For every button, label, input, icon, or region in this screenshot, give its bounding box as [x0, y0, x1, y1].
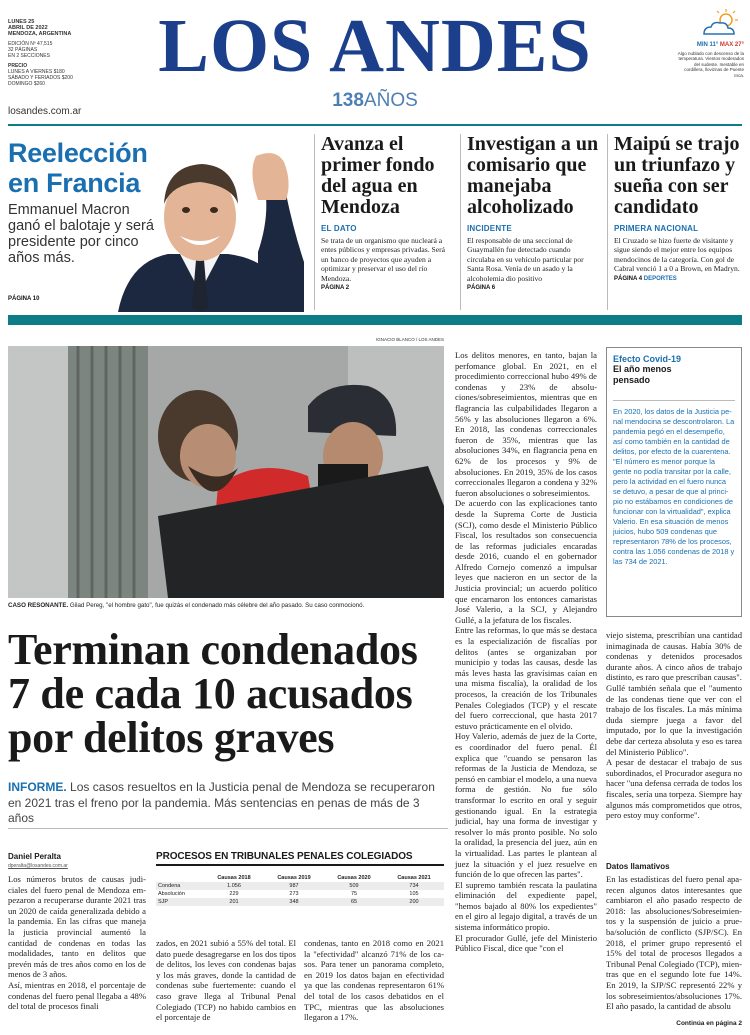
teaser-page-num: PÁGINA 4 [614, 275, 643, 282]
author-email[interactable]: dperalta@losandes.com.ar [8, 863, 68, 869]
table-header-cell: Causas 2018 [217, 875, 251, 881]
teaser-comisario[interactable] [467, 134, 600, 291]
teaser-water[interactable] [321, 134, 453, 291]
deck-kicker: INFORME. [8, 780, 67, 794]
teaser-page: PÁGINA 6 [467, 285, 496, 292]
meta-line: 32 PÁGINAS [8, 47, 38, 53]
photo-credit: IGNACIO BLANCO / LOS ANDES [375, 337, 444, 342]
teaser-body: Se trata de un organismo que nucleará a entes públicos y empresas privadas. Será un banco de proyectos que ayuden a optimizar y preservar el uso del río Mendoza. [321, 236, 445, 283]
weather-max: MAX 27° [719, 42, 744, 48]
table-cell: Absolución [158, 891, 185, 897]
teaser-page-section: DEPORTES [643, 275, 677, 282]
divider [460, 134, 461, 310]
table-header-cell: Causas 2021 [397, 875, 431, 881]
divider [314, 134, 315, 310]
weather-text: Algo nublado con descenso de la temperatura. Vientos moderados del sudeste. Inestable en cordillera, lloviznas de Puente Inca. [677, 51, 744, 78]
table-cell: 201 [229, 899, 239, 905]
teaser-body: El responsable de una seccional de Guaymallén fue detectado cuando circulaba en su vehículo particular por Santa Rosa. Venía de un asado y la alcoholemia dio positivo [467, 236, 584, 283]
body-col-4: Los delitos menores, en tanto, bajan la perfomance global. En 2021, en el procedimiento correccional hubo 49% de condenas y 23% de absoluciones/sobreseimientos, mientras que en flagrancia las culpabilidades llegaron a 56% y las absoluciones llegaron a 6%. En 2018, las condenas correccionales fueron de 35%, mientras que las absoluciones 34%, en flagrancia pena en 62% de los procesos y 9% de absoluciones. En 2019, 35% de los casos correccionales llegaron a condena y 32% fueron absoluciones o sobreseimientos. De acuerdo con las explicaciones tanto desde la Suprema Corte de Justicia (SCJ), como desde el Ministerio Público Fiscal, los resultados son consecuencia de las reformas judiciales encaradas desde 2016, cuando el en gobernador Alfredo Cornejo comenzó a impulsar leyes que nacieron en un sector de la Justicia provincial; un acuerdo político que encarnaron los entonces camaristas José Valerio, a la SCJ, y Alejandro Gullé, a la jefatura de los fiscales. Entre las reformas, lo que más se destaca es la especialización de fiscalías por delitos (antes se organizaban por municipio y todas las causas, desde las más leves hasta las gravísimas caían en una misma fiscalía), la oralidad de los procesos, la creación de los Tribunales Penales Colegiados (TCP) y el rescate del fuero correccional, que hasta 2017 estuvo prácticamente en el olvido. Hoy Valerio, además de juez de la Corte, es coordinador del fuero penal. Él explica que "cuando se pensaron las reformas de la Justicia de Mendoza, se pensó en cambiar el modelo, a una nueva forma de gestión. No fue sólo transformar lo escrito en oral y seguir gestionando igual. En la estrategia judicial, hay una forma de investigar y resolver lo más pronto posible. No solo la oralidad, la presencia del juez, aún en la virtualidad. Las partes le plantean al juez la situación y el juez resuelve en función de lo que ofrecen las partes". El supremo también rescata la paulatina eliminación del expediente papel, "hemos bajado al 80% los expedientes" en el giro al legajo digital, a través de un sistema informático propio. El procurador Gullé, jefe del Ministerio Público Fiscal, dice que "con el [455, 350, 597, 954]
teaser-body: El Cruzado se hizo fuerte de visitante y sigue siendo el mejor entre los equipos mendocinos de la categoría. Con gol de Cabral venció 1 a 0 a Brown, en Madryn. [614, 236, 740, 274]
table-header-cell: Causas 2020 [337, 875, 371, 881]
table-header-cell [156, 874, 204, 882]
teaser-kicker: PRIMERA NACIONAL [614, 224, 699, 233]
main-headline[interactable]: Terminan condenados 7 de cada 10 acusados por delitos graves [8, 625, 418, 762]
continue-link[interactable]: Continúa en página 2 [676, 1020, 742, 1027]
anniversary-word: AÑOS [363, 90, 418, 111]
anniversary-number: 138 [332, 90, 364, 111]
masthead-title[interactable]: LOS ANDES [158, 4, 592, 88]
table-cell: 1.056 [227, 883, 241, 889]
section-band [8, 315, 742, 325]
price-line: LUNES A VIERNES $180 [8, 69, 65, 75]
teaser-headline: Avanza el primer fondo del agua en Mendoza [321, 133, 435, 218]
meta-line: EN 2 SECCIONES [8, 53, 50, 59]
sidebar-title: El año menos pensado [613, 364, 672, 385]
meta-line: EDICIÓN Nº 47,515 [8, 41, 53, 47]
body-col-1: Los números brutos de causas judiciales del fuero penal de Mendoza empezaron a recuperarse durante 2021 tras un 2020 de caída generalizada debido a la pandemia. En las cifras que maneja la justicia provincial aumentó la cantidad de condenas en todas las modalidades, tanto en delitos que prevén más de tres años como en los de menos de 3 años. Así, mientras en 2018, el porcentaje de condenas del fuero penal llegaba a 48% del total de procesos finali [8, 874, 146, 1012]
table-cell: 229 [229, 891, 239, 897]
table-cell: 105 [409, 891, 419, 897]
author-name: Daniel Peralta [8, 852, 61, 861]
weather-min: MIN 11° [696, 42, 719, 48]
teaser-kicker: INCIDENTE [467, 224, 512, 233]
deck-text: Los casos resueltos en la Justicia penal de Mendoza se recuperaron en 2021 tras el freno por la pandemia. Más sentencias en penas de más de 3 años [8, 780, 435, 825]
body-col-3: condenas, tanto en 2018 como en 2021 la "efectividad" alcanzó 71% de los casos. Para tener un panorama completo, en 2019 los datos bajan en efectividad ya que las condenas representaron 61% del total de los casos debatidos en el TPC, mientras que las absoluciones llegaron a 17%. [304, 938, 444, 1023]
date-line: ABRIL DE 2022 [8, 25, 48, 31]
teaser-headline: Investigan a un comisario que manejaba alcoholizado [467, 133, 599, 218]
macron-photo [108, 142, 312, 312]
deck-rule [8, 828, 448, 829]
table-row [156, 898, 444, 906]
table-cell: 65 [350, 899, 358, 905]
body-col-6: En las estadísticas del fuero penal aparecen algunos datos interesantes que cambiaron el año pasado respecto de 2018: las absoluciones/Sobreseimientos y la suspensión de juicio a prueba/solución de conflicto (SJP/SC). En 2018, el primer grupo representó el 15% del total de procesos llegados a Tribunal Penal Colegiado (TCP), mientras que en el segundo lote fue 14%. En 2019, la SJP/SC representó 22% y los sobreseimientos/absoluciones 17%. El año pasado, la cantidad de absolu [606, 874, 742, 1012]
table-rule [156, 864, 444, 866]
price-line: SÁBADO Y FERIADOS $200 [8, 75, 73, 81]
table-cell: Condena [158, 883, 181, 889]
teaser-kicker: EL DATO [321, 224, 357, 233]
website-link[interactable]: losandes.com.ar [8, 106, 82, 117]
subhead-datos: Datos llamativos [606, 862, 670, 871]
photo-caption [8, 602, 444, 610]
table-cell: 509 [349, 883, 359, 889]
date-line: MENDOZA, ARGENTINA [8, 31, 72, 37]
caption-text: Gilad Pereg, "el hombre gato", fue quizás el condenado más célebre del año pasado. Su caso conmocionó. [69, 602, 365, 609]
sidebar-rule [613, 400, 735, 401]
price-line: DOMINGO $260 [8, 81, 45, 87]
teaser-maipu[interactable] [614, 134, 744, 282]
price-label: PRECIO [8, 63, 28, 69]
teaser-page [614, 276, 744, 282]
teaser-page: PÁGINA 2 [321, 285, 350, 292]
caption-kicker: CASO RESONANTE. [8, 602, 69, 609]
weather-icon [698, 8, 742, 40]
body-col-2: zados, en 2021 subió a 55% del total. El dato puede desagregarse en los dos tipos de delitos, los leves con condenas bajas y los más graves, donde la cantidad de condenas sube fuertemente: cuando el caso grave llega al Tribunal Penal Colegiado (TCP) no habido cambios en el porcentaje de [156, 938, 296, 1023]
teaser-headline: Maipú se trajo un triunfazo y sueña con ser candidato [614, 133, 740, 218]
sidebar-body: En 2020, los datos de la Justicia penal mendocina se descontrolaron. La pandemia pegó en el desempeño, así como también en la cantidad de delitos, por efecto de la cuarentena. "El número es menor porque la gente no podía transitar por la calle, pero la actividad en el fuero nunca se detuvo, a pesar de que al principio no estábamos en condiciones de funcionar con la virtualidad", explica Valerio. En esa situación de menos juicios, hubo 509 condenas que representaron 78% de los procesos, contra las 1.056 condenas de 2018 y las 734 de 2021. [613, 407, 735, 566]
table-title: PROCESOS EN TRIBUNALES PENALES COLEGIADOS [156, 851, 413, 862]
stats-table [156, 874, 444, 906]
lead-subhead: Emmanuel Macron ganó el balotaje y será presidente por cinco años más. [8, 202, 154, 266]
covid-sidebar [606, 347, 742, 617]
table-cell: SJP [158, 899, 169, 905]
date-line: LUNES 25 [8, 19, 35, 25]
table-cell: 734 [409, 883, 419, 889]
table-header-cell: Causas 2019 [277, 875, 311, 881]
table-cell: 273 [289, 891, 299, 897]
divider [607, 134, 608, 310]
masthead-rule [8, 124, 742, 126]
weather-temps [684, 42, 744, 48]
lead-headline[interactable]: Reelección en Francia [8, 138, 148, 198]
edition-dates [8, 19, 108, 87]
table-cell: 200 [409, 899, 419, 905]
sidebar-kicker: Efecto Covid-19 [613, 354, 682, 364]
table-cell: 75 [350, 891, 358, 897]
table-row [156, 890, 444, 898]
anniversary [110, 90, 640, 112]
body-col-5: viejo sistema, prescribían una cantidad inimaginada de causas. Había 30% de condenas y detenidos procesados durante años. A cinco años de trabajo distinto, es raro que prescriban causas". Gullé también señala que el "aumento de las condenas tiene que ver con el trabajo de los fiscales. La más mínima duda siempre juega a favor del imputado, por lo que la investigación debe dar certeza absoluta y eso es tarea del Ministerio Público". A pesar de destacar el trabajo de sus subordinados, el Procurador asegura no hacer "una defensa cerrada de todos los fiscales, sería una torpeza. Siempre hay algunos más comprometidos que otros, pero estoy muy conforme". [606, 630, 742, 821]
table-cell: 348 [289, 899, 299, 905]
table-cell: 987 [289, 883, 299, 889]
table-header-row [156, 874, 444, 882]
lead-page: PÁGINA 10 [8, 296, 40, 302]
main-deck [8, 780, 448, 827]
court-photo [8, 346, 444, 598]
table-row [156, 882, 444, 890]
